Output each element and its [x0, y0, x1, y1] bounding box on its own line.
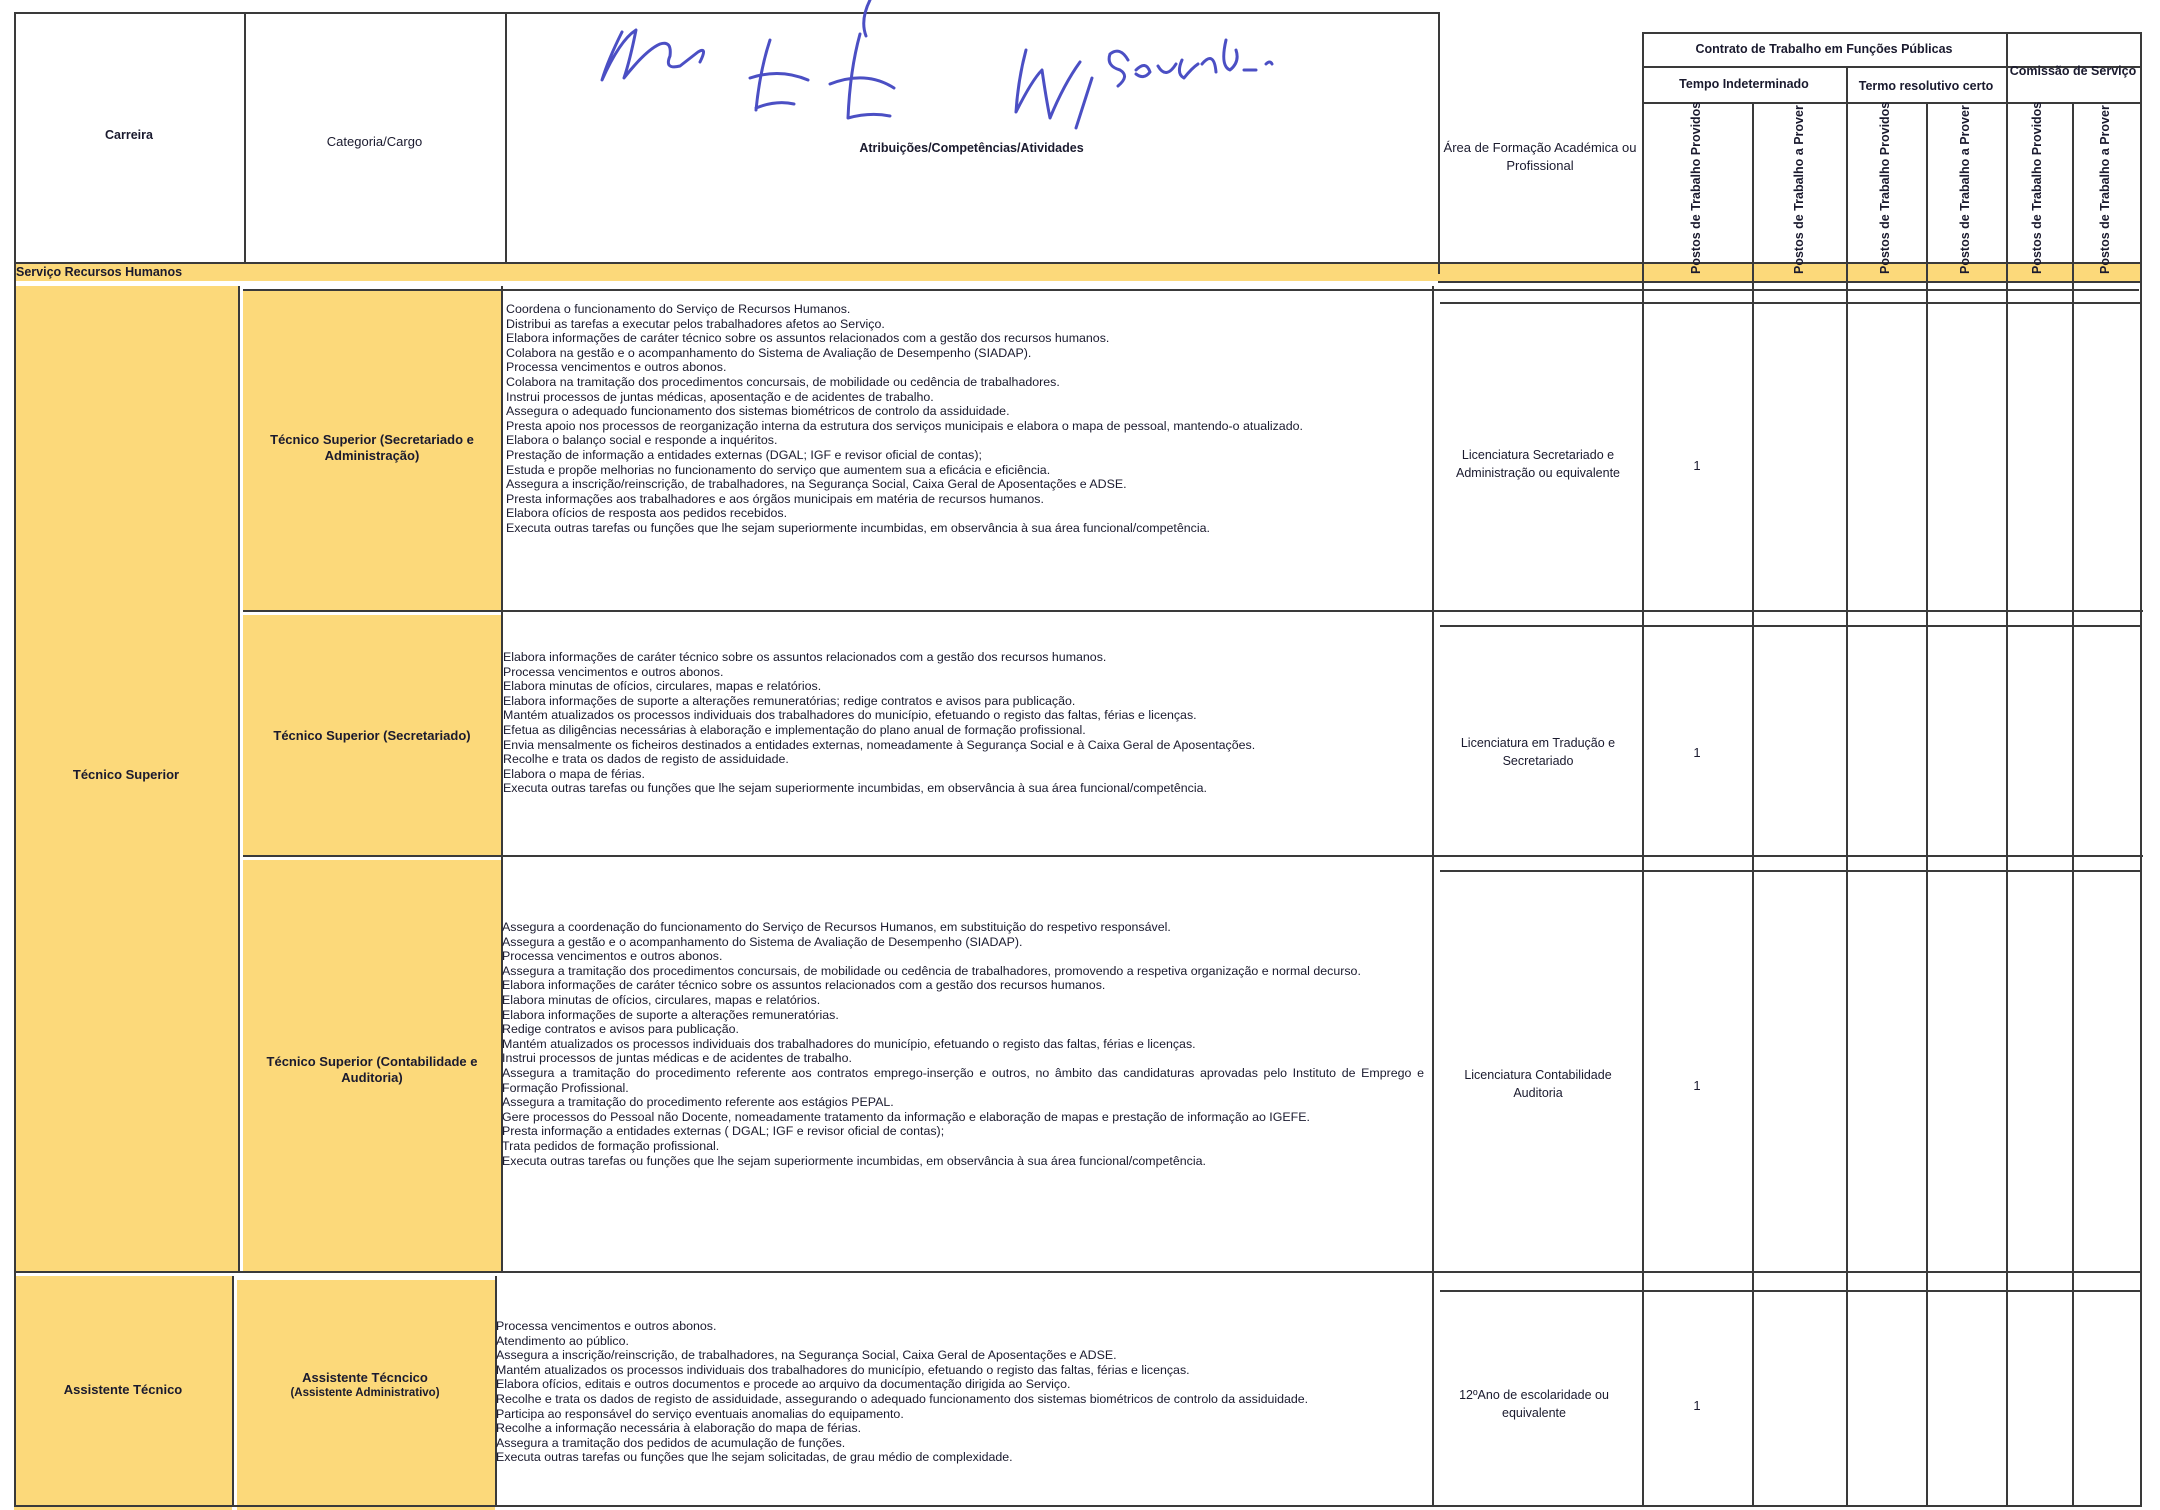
- providos-row-3: 1: [1693, 1077, 1701, 1093]
- duty-item: Elabora informações de suporte a alterações remuneratórias.: [502, 1007, 839, 1022]
- duty-item: Elabora o balanço social e responde a inquéritos.: [506, 433, 778, 448]
- duty-item: Coordena o funcionamento do Serviço de Recursos Humanos.: [506, 302, 851, 316]
- duties-row-3: [502, 920, 1424, 1168]
- duty-item: Elabora informações de suporte a alterações remuneratórias; redige contratos e avisos para publicação.: [503, 693, 1076, 708]
- col-cs-a-prover: Postos de Trabalho a Prover: [2098, 105, 2112, 274]
- duty-item: Assegura o adequado funcionamento dos sistemas biométricos de controlo da assiduidade.: [506, 404, 1010, 419]
- duties-row-1: [506, 302, 1303, 536]
- header-carreira: Carreira: [105, 128, 153, 142]
- area-row-1: Licenciatura Secretariado e Administração ou equivalente: [1456, 448, 1620, 480]
- header-comissao: Comissão de Serviço: [2009, 64, 2137, 78]
- duty-item: Trata pedidos de formação profissional.: [502, 1138, 720, 1153]
- duty-item: Elabora informações de caráter técnico sobre os assuntos relacionados com a gestão dos recursos humanos.: [503, 650, 1107, 664]
- duties-row-4: [496, 1319, 1308, 1465]
- duty-item: Executa outras tarefas ou funções que lhe sejam superiormente incumbidas, em observância à sua área funcional/competência.: [502, 1153, 1206, 1168]
- duty-item: Processa vencimentos e outros abonos.: [506, 360, 727, 375]
- col-tr-providos: Postos de Trabalho Providos: [1878, 101, 1892, 274]
- providos-row-2: 1: [1693, 744, 1701, 760]
- duty-item: Executa outras tarefas ou funções que lhe sejam superiormente incumbidas, em observância à sua área funcional/competência.: [503, 781, 1207, 796]
- header-contrato: Contrato de Trabalho em Funções Públicas: [1695, 42, 1953, 56]
- area-row-3: Licenciatura Contabilidade Auditoria: [1464, 1068, 1612, 1100]
- header-atribuicoes: Atribuições/Competências/Atividades: [859, 141, 1084, 155]
- category-row-1: Técnico Superior (Secretariado e Administração): [270, 432, 474, 463]
- col-ti-providos: Postos de Trabalho Providos: [1689, 101, 1703, 274]
- duty-item: Elabora minutas de ofícios, circulares, mapas e relatórios.: [503, 679, 822, 694]
- category-row-2: Técnico Superior (Secretariado): [273, 728, 471, 743]
- duty-item: Processa vencimentos e outros abonos.: [502, 949, 723, 964]
- providos-row-1: 1: [1693, 457, 1701, 473]
- duty-item: Presta informações aos trabalhadores e aos órgãos municipais em matéria de recursos humanos.: [506, 491, 1044, 506]
- col-tr-a-prover: Postos de Trabalho a Prover: [1958, 105, 1972, 274]
- category-row-3: Técnico Superior (Contabilidade e Auditoria): [266, 1054, 478, 1085]
- duty-item: Distribui as tarefas a executar pelos trabalhadores afetos ao Serviço.: [506, 316, 885, 331]
- category-row-4-title: Assistente Técncico: [302, 1370, 428, 1385]
- duty-item: Participa ao responsável do serviço eventuais anomalias do equipamento.: [496, 1406, 904, 1421]
- duty-item: Mantém atualizados os processos individuais dos trabalhadores do município, efetuando o registo das faltas, férias e licenças.: [503, 708, 1197, 723]
- header-area: Área de Formação Académica ou Profissional: [1443, 140, 1637, 173]
- duty-item: Recolhe e trata os dados de registo de assiduidade.: [503, 752, 789, 767]
- duty-item: Assegura a inscrição/reinscrição, de trabalhadores, na Segurança Social, Caixa Geral de Aposentações e ADSE.: [506, 477, 1127, 492]
- career-tecnico-superior: Técnico Superior: [72, 767, 180, 782]
- duty-item: Elabora o mapa de férias.: [503, 766, 645, 781]
- duty-item: Colabora na tramitação dos procedimentos concursais, de mobilidade ou cedência de trabalhadores.: [506, 374, 1060, 389]
- duty-item: Presta informação a entidades externas ( DGAL; IGF e revisor oficial de contas);: [502, 1124, 945, 1139]
- col-ti-a-prover: Postos de Trabalho a Prover: [1792, 105, 1806, 274]
- duty-item: Assegura a gestão e o acompanhamento do Sistema de Avaliação de Desempenho (SIADAP).: [502, 934, 1023, 949]
- duty-item: Assegura a tramitação dos procedimentos concursais, de mobilidade ou cedência de trabalhadores, promovendo a respetiva organização e normal decurso.: [502, 963, 1361, 978]
- duty-item: Assegura a coordenação do funcionamento do Serviço de Recursos Humanos, em substituição do respetivo responsável.: [502, 920, 1171, 934]
- duty-item: Envia mensalmente os ficheiros destinados a entidades externas, nomeadamente à Segurança Social e à Caixa Geral de Aposentações.: [503, 737, 1256, 752]
- duty-item: Elabora ofícios, editais e outros documentos e procede ao arquivo da documentação dirigida ao Serviço.: [496, 1377, 1071, 1392]
- header-termo-resolutivo: Termo resolutivo certo: [1858, 79, 1994, 93]
- duty-item: Redige contratos e avisos para publicação.: [502, 1022, 739, 1037]
- duty-item: Gere processos do Pessoal não Docente, nomeadamente tratamento da informação e elaboração de mapas e prestação de informação ao IGEFE.: [502, 1109, 1310, 1124]
- duty-item: Assegura a inscrição/reinscrição, de trabalhadores, na Segurança Social, Caixa Geral de Aposentações e ADSE.: [496, 1348, 1117, 1363]
- category-row-4: [255, 1370, 475, 1401]
- duty-item: Recolhe e trata os dados de registo de assiduidade, assegurando o adequado funcionamento dos sistemas biométricos de controlo da assiduidade.: [496, 1391, 1309, 1406]
- duty-item: Assegura a tramitação do procedimento referente aos contratos emprego-inserção e outros, no âmbito das candidaturas aprovadas pelo Instituto de Emprego e Formação Profissional.: [502, 1065, 1424, 1095]
- duty-item: Elabora informações de caráter técnico sobre os assuntos relacionados com a gestão dos recursos humanos.: [506, 331, 1110, 346]
- category-row-4-sub: (Assistente Administrativo): [290, 1387, 440, 1399]
- duty-item: Colabora na gestão e o acompanhamento do Sistema de Avaliação de Desempenho (SIADAP).: [506, 345, 1032, 360]
- duties-row-2: [503, 650, 1255, 796]
- header-tempo-indeterminado: Tempo Indeterminado: [1679, 77, 1809, 91]
- area-row-2: Licenciatura em Tradução e Secretariado: [1460, 736, 1616, 768]
- duty-item: Instrui processos de juntas médicas e de acidentes de trabalho.: [502, 1051, 852, 1066]
- duty-item: Mantém atualizados os processos individuais dos trabalhadores do município, efetuando o registo das faltas, férias e licenças.: [496, 1362, 1190, 1377]
- duty-item: Assegura a tramitação dos pedidos de acumulação de funções.: [496, 1435, 846, 1450]
- career-assistente-tecnico: Assistente Técnico: [63, 1382, 183, 1397]
- duty-item: Presta apoio nos processos de reorganização interna da estrutura dos serviços municipais e elabora o mapa de pessoal, mantendo-o atualizado.: [506, 418, 1303, 433]
- signatures-image: [580, 0, 1300, 140]
- duty-item: Estuda e propõe melhorias no funcionamento do serviço que aumentem sua a eficácia e eficiência.: [506, 462, 1051, 477]
- providos-row-4: 1: [1693, 1397, 1701, 1413]
- duty-item: Elabora ofícios de resposta aos pedidos recebidos.: [506, 506, 788, 521]
- duty-item: Assegura a tramitação do procedimento referente aos estágios PEPAL.: [502, 1095, 894, 1110]
- section-title: Serviço Recursos Humanos: [16, 265, 183, 279]
- duty-item: Executa outras tarefas ou funções que lhe sejam solicitadas, de grau médio de complexidade.: [496, 1450, 1013, 1465]
- duty-item: Processa vencimentos e outros abonos.: [503, 664, 724, 679]
- duty-item: Instrui processos de juntas médicas, aposentação e de acidentes de trabalho.: [506, 389, 934, 404]
- duty-item: Executa outras tarefas ou funções que lhe sejam superiormente incumbidas, em observância à sua área funcional/competência.: [506, 520, 1210, 535]
- duty-item: Mantém atualizados os processos individuais dos trabalhadores do município, efetuando o registo das faltas, férias e licenças.: [502, 1036, 1196, 1051]
- col-cs-providos: Postos de Trabalho Providos: [2030, 101, 2044, 274]
- duty-item: Atendimento ao público.: [496, 1333, 629, 1348]
- duty-item: Processa vencimentos e outros abonos.: [496, 1319, 717, 1333]
- duty-item: Recolhe a informação necessária à elaboração do mapa de férias.: [496, 1421, 862, 1436]
- header-categoria: Categoria/Cargo: [326, 133, 423, 149]
- area-row-4: 12ºAno de escolaridade ou equivalente: [1459, 1388, 1609, 1420]
- duty-item: Efetua as diligências necessárias à elaboração e implementação do plano anual de formação profissional.: [503, 722, 1086, 737]
- duty-item: Prestação de informação a entidades externas (DGAL; IGF e revisor oficial de contas);: [506, 447, 982, 462]
- section-band: [14, 263, 2140, 281]
- duty-item: Elabora informações de caráter técnico sobre os assuntos relacionados com a gestão dos recursos humanos.: [502, 978, 1106, 993]
- duty-item: Elabora minutas de ofícios, circulares, mapas e relatórios.: [502, 992, 821, 1007]
